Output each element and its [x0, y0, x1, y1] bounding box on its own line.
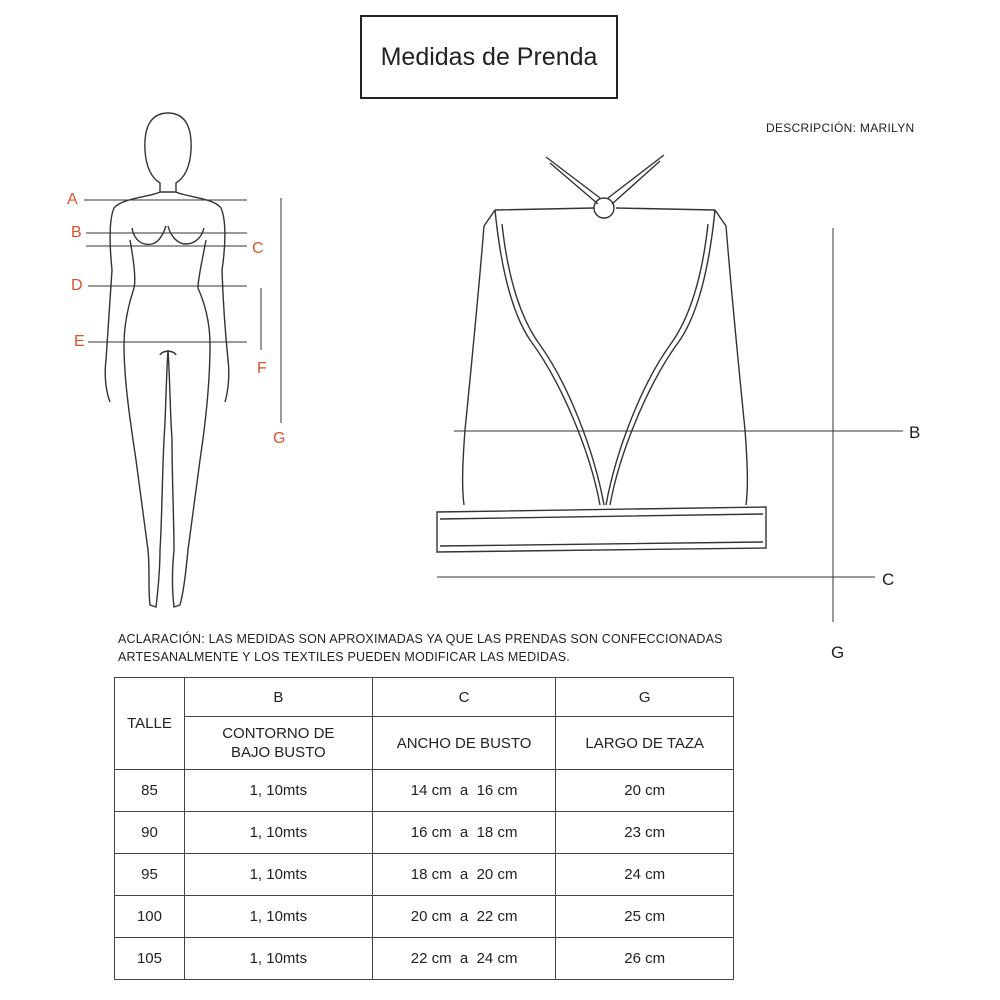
row-size: 90 [115, 812, 185, 854]
body-figure [105, 113, 229, 607]
col-name-g: LARGO DE TAZA [556, 717, 734, 770]
cup-left-inner [495, 210, 600, 505]
waist-left [124, 240, 135, 345]
row-b: 1, 10mts [184, 812, 372, 854]
row-b: 1, 10mts [184, 854, 372, 896]
disclaimer-note: ACLARACIÓN: LAS MEDIDAS SON APROXIMADAS YA QUE LAS PRENDAS SON CONFECCIONADAS ARTESANALMENTE Y LOS TEXTILES PUEDEN MODIFICAR LAS MEDIDAS. [118, 632, 723, 664]
row-g: 20 cm [556, 770, 734, 812]
head-outline [145, 113, 191, 192]
row-g: 23 cm [556, 812, 734, 854]
leg-left [124, 345, 168, 607]
table-row [115, 938, 734, 980]
label-a: A [67, 191, 78, 208]
row-c: 20 cm a 22 cm [372, 896, 556, 938]
garment-description: DESCRIPCIÓN: MARILYN [766, 121, 915, 135]
row-g: 26 cm [556, 938, 734, 980]
cup-right-inner [610, 210, 715, 505]
row-size: 85 [115, 770, 185, 812]
size-header: TALLE [115, 678, 185, 770]
waist-right [198, 240, 210, 345]
col-code-b: B [184, 678, 372, 717]
strap-right [608, 155, 664, 204]
body-measure-lines [84, 198, 281, 423]
table-row [115, 854, 734, 896]
label-g: G [273, 430, 286, 447]
label-b: B [71, 224, 82, 241]
col-name-b: CONTORNO DE BAJO BUSTO [184, 717, 372, 770]
cup-right [715, 210, 747, 505]
label-e: E [74, 333, 85, 350]
row-g: 25 cm [556, 896, 734, 938]
center-ring [594, 198, 614, 218]
row-g: 24 cm [556, 854, 734, 896]
label-d: D [71, 277, 83, 294]
garment-label-b: B [909, 423, 921, 442]
underband-stitch [440, 514, 763, 546]
torso-left [105, 192, 160, 402]
garment-measure-lines [437, 228, 903, 622]
col-code-g: G [556, 678, 734, 717]
cup-right-inner2 [606, 224, 708, 505]
row-c: 18 cm a 20 cm [372, 854, 556, 896]
leg-right [168, 345, 210, 607]
cup-left-inner2 [502, 224, 604, 505]
row-c: 14 cm a 16 cm [372, 770, 556, 812]
top-edge [495, 208, 715, 210]
size-table [114, 677, 734, 980]
bust-line [132, 226, 204, 244]
torso-right [176, 192, 229, 402]
garment-label-g: G [831, 643, 845, 662]
garment-label-c: C [882, 570, 895, 589]
col-code-c: C [372, 678, 556, 717]
row-c: 22 cm a 24 cm [372, 938, 556, 980]
row-b: 1, 10mts [184, 896, 372, 938]
strap-left [546, 157, 600, 204]
label-c: C [252, 240, 264, 257]
row-b: 1, 10mts [184, 938, 372, 980]
row-size: 100 [115, 896, 185, 938]
page-title: Medidas de Prenda [360, 15, 618, 99]
row-size: 95 [115, 854, 185, 896]
table-row [115, 770, 734, 812]
table-row [115, 812, 734, 854]
row-b: 1, 10mts [184, 770, 372, 812]
col-name-c: ANCHO DE BUSTO [372, 717, 556, 770]
table-row [115, 896, 734, 938]
garment-top [437, 155, 766, 552]
cup-left [463, 210, 495, 505]
label-f: F [257, 360, 267, 377]
row-size: 105 [115, 938, 185, 980]
row-c: 16 cm a 18 cm [372, 812, 556, 854]
